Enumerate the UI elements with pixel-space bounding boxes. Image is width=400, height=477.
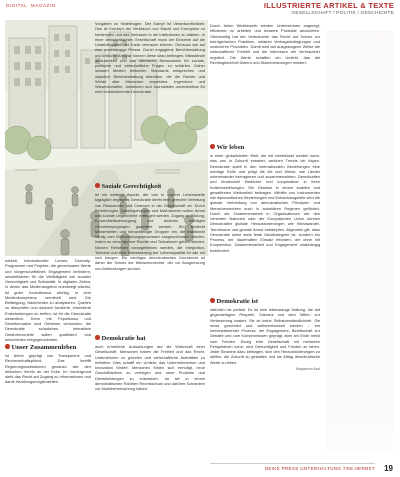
heading-demokratie-ist [210, 298, 320, 306]
page-title: ILLUSTRIERTE ARTIKEL & TEXTE [263, 1, 394, 10]
bullet-icon [5, 344, 10, 349]
column-b-text1: Vorgaben zu hinterfragen. Der Kampf ist Verantwortlichkeit. Das ist Konzept der Verbrauch von Macht und Korruption zu bekämpfen und das Vertrauen in die Institutionen zu stärken. In einer demokratischen Gesellschaft muss der Einzelne auf die Unabhängigkeit der Justiz vertrauen können. Genauso wie auf eine unabhängige Presse. Durch engagierte Berichterstattung und kritische Analyse können diese dazu beitragen, Missstände aufzudecken und das öffentliche Bewusstsein für soziale, politische und wirtschaftliche Fragen zu schärfen. Daher müssen Medien ethischen Standards entsprechen und objektive Berichterstattung betreiben, die die Rechte und Würde aller Menschen respektiert. Ingenieure und Wissenschaftler, Juristinnen und Journalisten unverzichtbar für eine funktionierende Demokratie. [95, 21, 205, 95]
column-b-bottom [95, 334, 205, 393]
column-c-text3: natürlich nie perfekt. Es ist eine lebenslange Haltung, die auf gegenseitigem Respekt, Toleranz und dem Willen zur Veränderung basiert. Sie ist keine Selbstverständlichkeit. Sie muss geschützt und weiterentwickelt werden – ein immerwährender Prozess, der Engagement, Bereitschaft zur Debatte und zum Kompromissen geprägt, aber am Ende meist zum Frieden. Einzig eine Gesellschaft mit mehreren Perspektiven kann, wird Gerechtigkeit und Frieden zu leben. Jeder Einzelne dazu beitragen, sich den Herausforderungen zu stellen, die Zukunft zu gestalten und sie Alltag demokratische Werte zu leben. [210, 307, 320, 365]
bullet-icon [210, 298, 215, 303]
heading-wir-leben [210, 144, 320, 152]
side-margin-panel [326, 31, 393, 451]
page-number: 19 [384, 464, 393, 473]
column-a-text: ist ferner geprägt von Transparenz und Rechenschaftspflicht. Das betrifft Regierungsinstitutionen genauso wie den ethischen Verein an der Ecke. Im Vordergrund steht das Recht auf Zugang zu Informationen und damit Handlungsmöglichkeiten [5, 353, 91, 385]
header-label-magazin: MAGAZIN [30, 3, 56, 8]
column-b-middle [95, 182, 205, 273]
column-c-text2: in einer globalisierten Welt, die mit beeinflusst werden kann, was uns in Zukunft erwartet, welchen Trends wir folgen. Demokratie spielt in den internationalen Beziehungen eine wichtige Rolle und prägt die Art und Weise, wie Länder untereinander interagieren und zusammenwirken. Demokratien und tendenziell friedlicher und kooperativer in ihren Außenbeziehungen. Die Gesetze in einem stabilen und gewaltfreien Weltumfeld beitragen. Mithilfe von Instrumenten wie diplomatischen Beziehungen und Entwicklungshilfe wird die globale Verbreitung von demokratischen Prinzipien und Menschenrechten auch in autoritären Regimen gefördert. Durch die Zusammenarbeit in Organisationen wie den Vereinten Nationen oder der Europäischen Union können Demokratien globale Herausforderungen wie Klimawandel, Terrorismus und globale Armut bekämpfen. Allgemein gilt, dass Demokratie keine stets feste Denkkategorie ist, sondern ein Prozess, der dauerhaften Einsatz erfordert, der ohne mit Kooperation, Zusammenarbeit und Engagement unabhängig funktioniert. [210, 153, 320, 253]
column-c-top [210, 23, 320, 67]
heading-demokratie-hat [95, 335, 205, 343]
footer-divider [210, 463, 375, 464]
column-b-top [95, 21, 205, 97]
header-section-label [6, 3, 56, 8]
heading-text: Soziale Gerechtigkeit [101, 183, 162, 190]
author-credit: Magdalena Asal [295, 366, 320, 371]
column-b-text3: auch erhebliche Auswirkungen auf die Wirtschaft einer Gesellschaft. Menschen haben die Freiheit und das Recht, Unternehmen zu gründen und wirtschaftliche Aktivitäten zu entfalten. Dies schafft ein Umfeld, das Unternehmertum und Innovation fördert. Menschen fühlen sich ermutigt, neue Geschäftsideen zu verfolgen und neue Produkte und Dienstleistungen zu entwickeln, da sie in einem demokratischen Rahmen Rechtsschutz und darüber Schranken vor Marktbeherrschung haben. [95, 344, 205, 391]
bullet-icon [210, 144, 215, 149]
bullet-icon [95, 335, 100, 340]
heading-unser-zusammenleben [5, 344, 91, 352]
heading-text: Unser Zusammenleben [11, 344, 77, 351]
column-c-text1: Durch freien Wettbewerb werden Unternehmen angeregt, effizienter zu arbeiten und bessere Produkte anzubieten. Gleichzeitig hat der Verbraucher das Recht auf Schutz vor betrügerischen Praktiken, unfairen Vertragsbedingungen und unsicheren Produkten. Damit wird auf ausgewogene Weise die wirtschaftliche Freiheit und die Interessen der Verbraucher reguliert. Die Werte schaffen ein Umfeld, das die Rechtsgleichheit fördern und Diskriminierungen mindert. [210, 23, 320, 65]
heading-text: Wir leben [216, 144, 245, 151]
bullet-icon [95, 183, 100, 188]
heading-text: Demokratie ist [216, 298, 259, 305]
heading-soziale-gerechtigkeit [95, 183, 205, 191]
header-title-block [264, 1, 394, 16]
column-c-bottom [210, 297, 320, 372]
header-label-digital: DIGITAL [6, 3, 28, 8]
page-subtitle: GESELLSCHAFT / POLITIK / GESCHICHTE [291, 11, 394, 16]
column-c-middle [210, 143, 320, 255]
column-a [5, 258, 91, 387]
heading-text: Demokratie hat [101, 335, 146, 342]
column-a-intro: wickelt. Interkultureller Lernen, Diversity-Programme und Projekte, die gemeinsame Werte und bürgerschaftliches Engagement befördern, sensibilisieren für die Vielfältigkeit von sozialer Gerechtigkeit und Solidarität. In digitalen Zeiten, in denen das Medienangebot unentwegt wächst, ist guter Journalismus wichtig, in dem Medienkompetenz vermittelt wird. Die Befähigung, Nachrichten zu analysieren, Quellen zu überprüfen und dadurch fundierte, informierte Entscheidungen zu treffen, ist für die Demokratie wesentlich. Denn mit Populismus und Desinformation sind Gefahren verbunden, die Demokratie schwächen. Interaktive Gefahrenvorteile sollen qualifiziert und entschieden entgegenzutreten. [5, 258, 91, 342]
column-b-text2: ist ein weiterer Aspekt, der uns in unserer Lebenswelte tagtäglich begegnet. Demokratie strebt eine gerechte Verteilung von Ressourcen und Chancen in der Gesellschaft an. Durch Bemühungen, Gesetzgebungen und Maßnahmen sollen Armut und soziale Ungleichheit verringert werden. Zugang zu Bildung, Gesundheitsversorgung und anderen wichtigen Grundversorgungen garantiert werden. Ein schlecht Minderheiten und benachteiligte Gruppen ein, die traditionell häufig vom Entscheidungsprozessen ausgeschlossen werden. Indem es verschiedene Rechte und Teilnahmen gehört werden, können Reformen vorangetrieben werden, die Integration, Toleranz und eine Verbesserung der Lebensqualität für alle mit sich bringen. Ein wichtiges demokratisches Grundrecht ist daher der Schutz der Menschenrechte, der vor Ausgrenzung und Anfeindungen schützt. [95, 192, 205, 271]
footer-label: DEIKE PRESS UNTERHALTUNG 7/68 HERBST [264, 466, 375, 471]
